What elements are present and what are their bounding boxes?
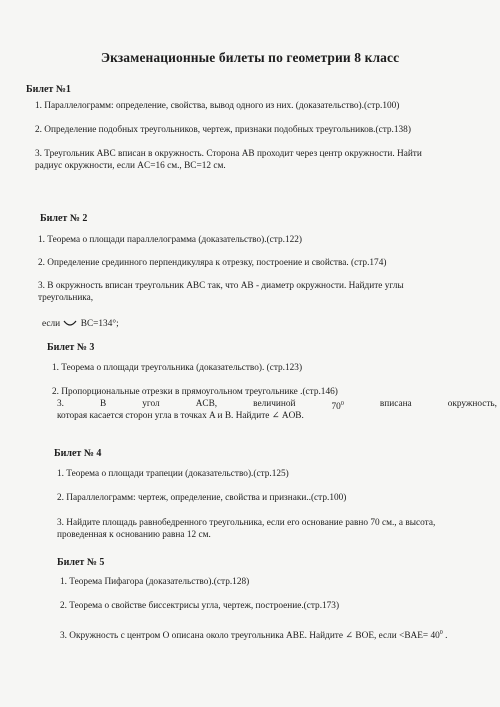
ticket-2-heading: Билет № 2 [40,213,88,224]
ticket-3-word: угол [142,399,160,409]
ticket-3-question-3-line-2: которая касается сторон угла в точках A и B. Найдите ∠ AOB. [57,411,304,421]
ticket-4-question-2: 2. Параллелограмм: чертеж, определение, свойства и признаки..(стр.100) [57,493,347,503]
ticket-3-word: ACB, [195,399,218,409]
ticket-3-word: окружность, [447,399,497,409]
ticket-3-word: 3. [57,399,64,409]
ticket-3-word: величиной [253,399,296,409]
ticket-3-word: вписана [379,399,412,409]
ticket-1-question-2: 2. Определение подобных треугольников, чертеж, признаки подобных треугольников.(стр.138) [35,125,411,135]
ticket-1-question-1: 1. Параллелограмм: определение, свойства, вывод одного из них. (доказательство).(стр.100) [35,101,400,111]
ticket-3-question-1: 1. Теорема о площади треугольника (доказательство). (стр.123) [52,363,303,373]
ticket-2-question-3-line-1: 3. В окружность вписан треугольник ABC так, что AB - диаметр окружности. Найдите углы [38,281,404,291]
ticket-2-if-word: если [42,319,61,329]
ticket-5-question-2: 2. Теорема о свойстве биссектрисы угла, чертеж, построение.(стр.173) [60,601,340,611]
ticket-5-question-3-text: 3. Окружность с центром O описана около треугольника ABE. Найдите ∠ BOE, если <BAE= 40 [60,631,440,642]
ticket-3-angle-number: 70 [331,402,341,413]
arc-icon [62,320,78,328]
ticket-5-heading: Билет № 5 [57,557,105,568]
ticket-4-question-3-line-2: проведенная к основанию равна 12 см. [57,530,211,540]
ticket-4-question-3-line-1: 3. Найдите площадь равнобедренного треугольника, если его основание равно 70 см., а высота, [57,518,436,528]
ticket-3-question-2: 2. Пропорциональные отрезки в прямоугольном треугольнике .(стр.146) [52,387,338,397]
ticket-2-question-3-line-2: треугольника, [38,293,94,303]
ticket-2-question-2: 2. Определение срединного перпендикуляра к отрезку, построение и свойства. (стр.174) [38,258,387,268]
degree-sign: 0 [340,401,344,407]
ticket-5-question-3-end: . [442,631,448,642]
ticket-1-heading: Билет №1 [26,84,71,95]
degree-sign: 0 [439,630,443,636]
ticket-1-question-3-line-1: 3. Треугольник ABC вписан в окружность. Сторона AB проходит через центр окружности. Найти [35,149,422,159]
ticket-5-question-3 [60,627,447,642]
ticket-2-question-1: 1. Теорема о площади параллелограмма (доказательство).(стр.122) [38,235,302,245]
ticket-4-question-1: 1. Теорема о площади трапеции (доказательство).(стр.125) [57,469,289,479]
ticket-3-angle-value [332,398,344,413]
ticket-5-question-1: 1. Теорема Пифагора (доказательство).(стр.128) [60,577,250,587]
ticket-4-heading: Билет № 4 [54,448,102,459]
ticket-2-question-3-line-3 [42,318,119,330]
ticket-1-question-3-line-2: радиус окружности, если AC=16 см., BC=12 см. [35,161,226,171]
ticket-3-word: В [100,399,107,409]
ticket-3-heading: Билет № 3 [47,342,95,353]
page-title: Экзаменационные билеты по геометрии 8 класс [100,50,400,65]
ticket-2-arc-value: BC=134°; [80,319,119,329]
